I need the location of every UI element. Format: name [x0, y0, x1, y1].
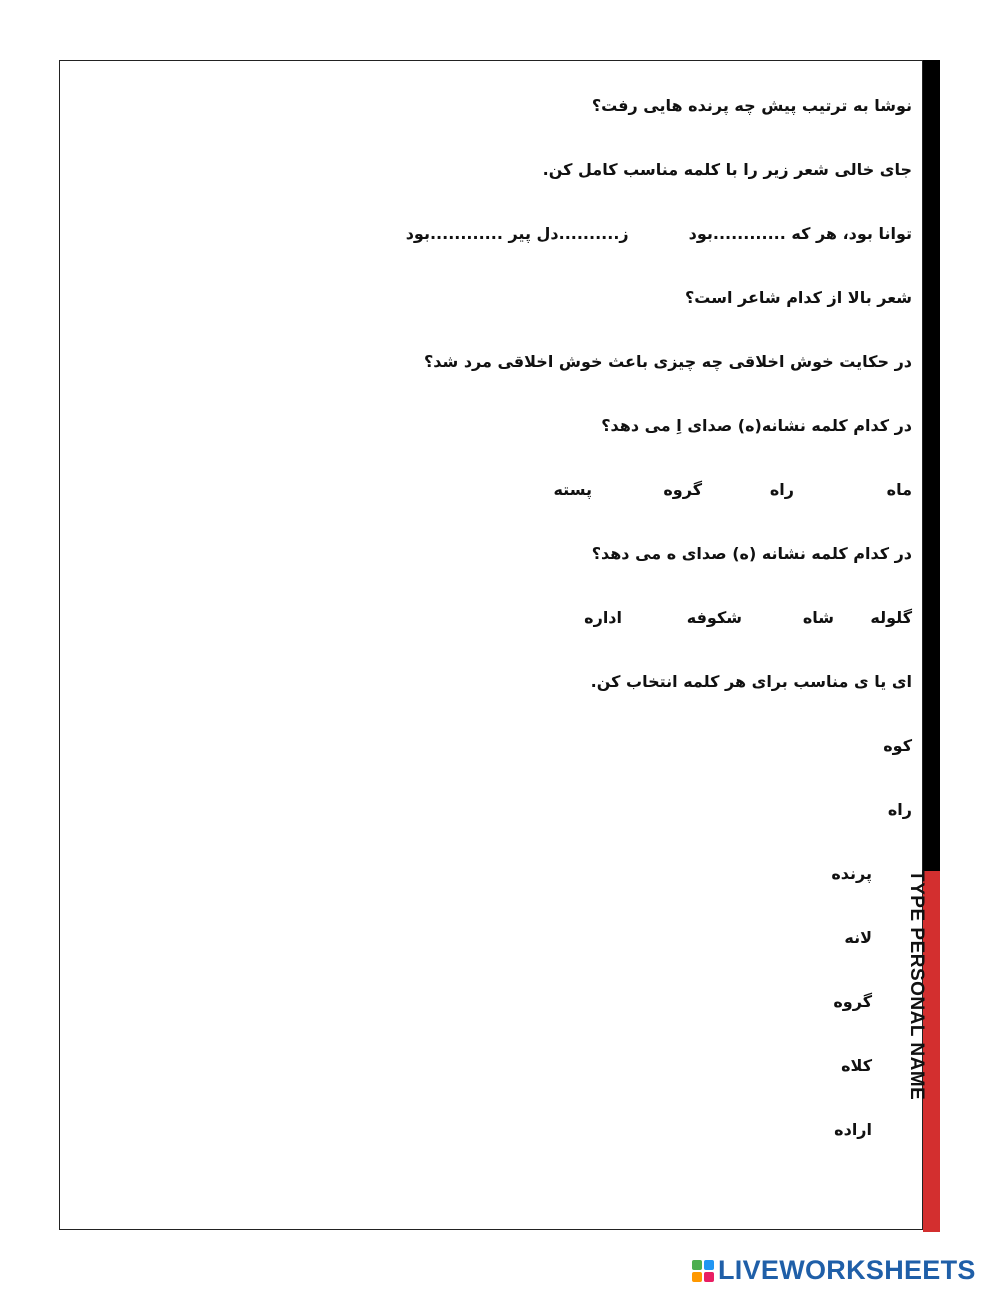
question-4: در حکایت خوش اخلاقی چه چیزی باعث خوش اخلاقی مرد شد؟ — [424, 352, 912, 371]
question-1: نوشا به ترتیب پیش چه پرنده هایی رفت؟ — [591, 96, 912, 115]
word-item-6: کلاه — [841, 1056, 872, 1075]
word-item-3: پرنده — [831, 864, 872, 883]
word-option[interactable]: پسته — [553, 480, 592, 499]
poem-line — [406, 224, 912, 243]
word-item-4: لانه — [844, 928, 872, 947]
logo-blocks-icon — [692, 1260, 714, 1282]
word-item-5: گروه — [833, 992, 872, 1011]
word-option[interactable]: شاه — [802, 608, 834, 627]
side-bar-black — [923, 60, 940, 871]
word-item-2: راه — [887, 800, 912, 819]
question-5: در کدام کلمه نشانه(ه) صدای اِ می دهد؟ — [601, 416, 912, 435]
word-item-7: اراده — [834, 1120, 872, 1139]
poem-first-half: توانا بود، هر که ............بود — [688, 224, 912, 243]
word-option[interactable]: راه — [769, 480, 794, 499]
logo-text: LIVEWORKSHEETS — [718, 1255, 976, 1285]
question-2: جای خالی شعر زیر را با کلمه مناسب کامل کن. — [542, 160, 912, 179]
question-5-words — [553, 480, 912, 499]
word-option[interactable]: ماه — [886, 480, 912, 499]
word-option[interactable]: شکوفه — [686, 608, 742, 627]
word-option[interactable]: گلوله — [870, 608, 912, 627]
word-option[interactable]: گروه — [663, 480, 702, 499]
poem-second-half: ز..........دل پیر ............بود — [405, 224, 629, 243]
question-3: شعر بالا از کدام شاعر است؟ — [684, 288, 912, 307]
question-6: در کدام کلمه نشانه (ه) صدای ه می دهد؟ — [591, 544, 912, 563]
question-6-words — [584, 608, 912, 627]
word-item-1: کوه — [883, 736, 912, 755]
question-7: ای یا ی مناسب برای هر کلمه انتخاب کن. — [590, 672, 912, 691]
personal-name-label: TYPE PERSONAL NAME — [906, 870, 927, 1101]
word-option[interactable]: اداره — [584, 608, 622, 627]
liveworksheets-logo — [692, 1255, 976, 1286]
